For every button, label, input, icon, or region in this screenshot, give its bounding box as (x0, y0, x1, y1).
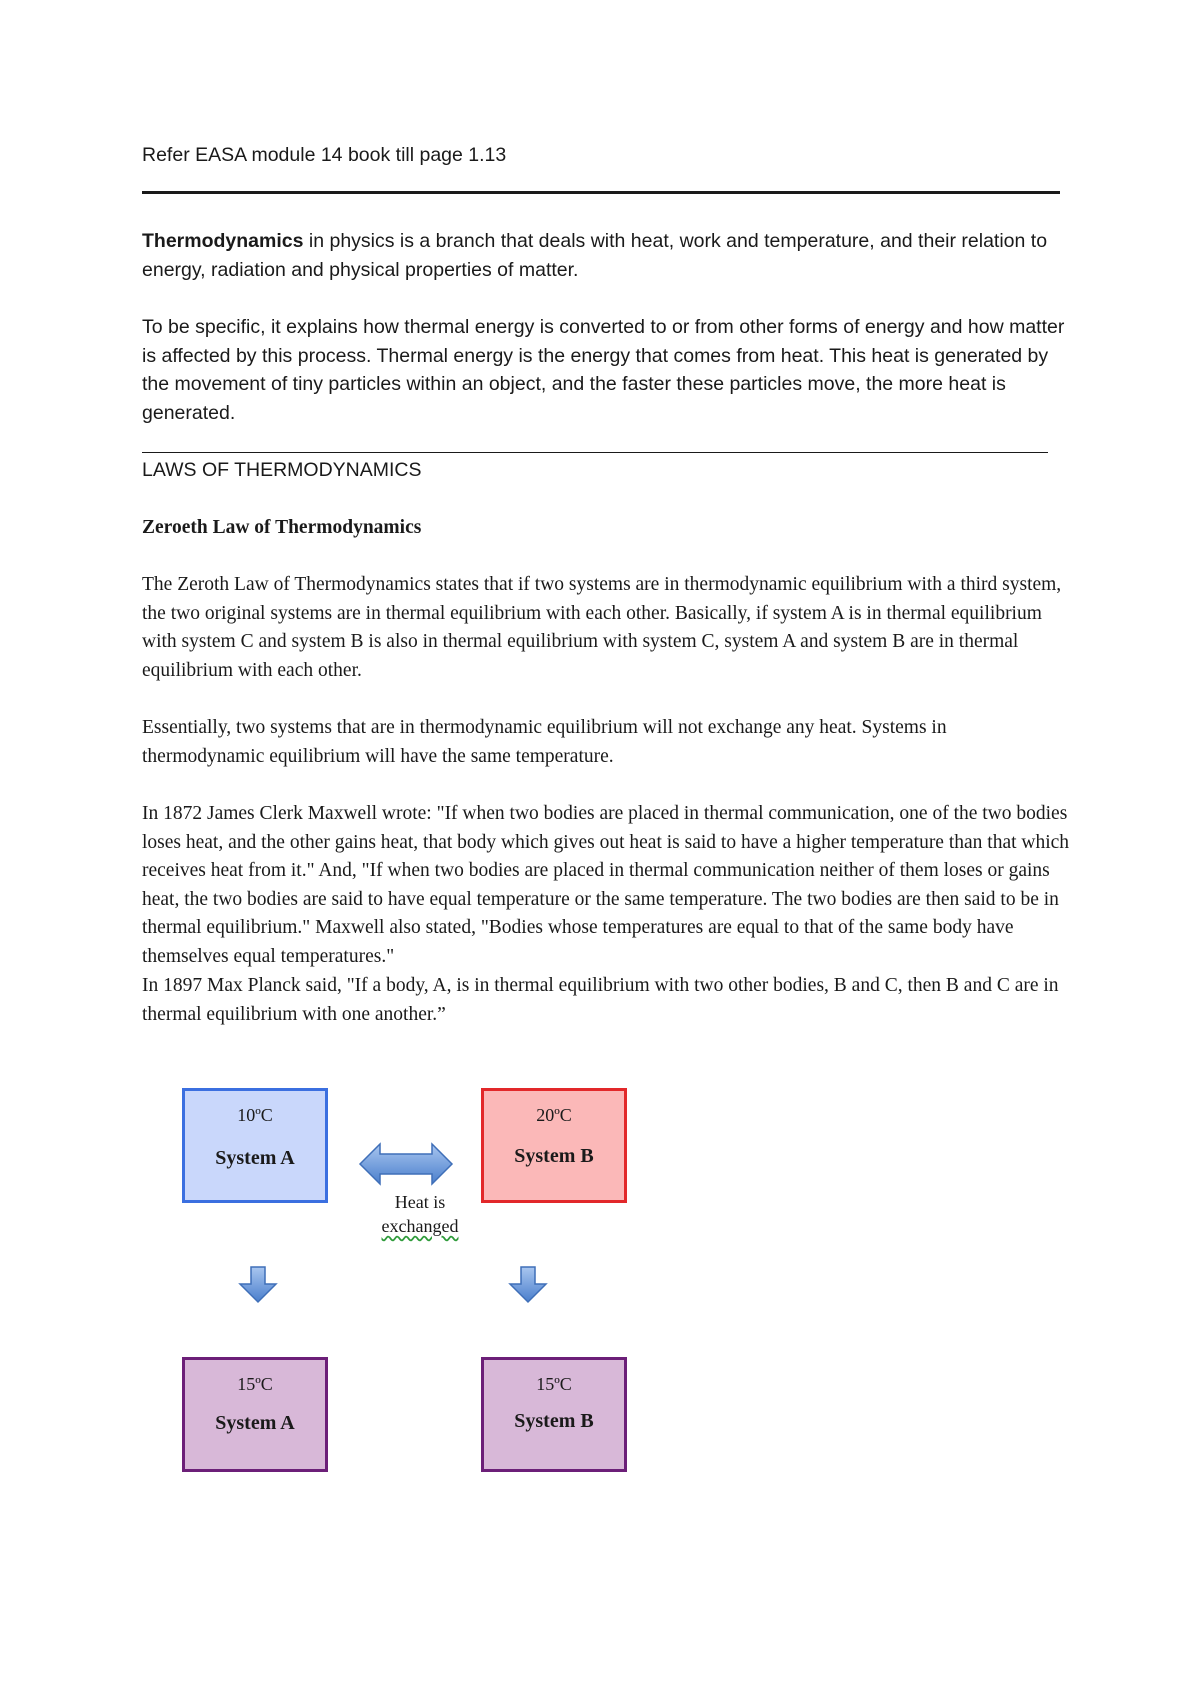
reference-note: Refer EASA module 14 book till page 1.13 (142, 144, 507, 166)
system-a-equilibrium-box (182, 1357, 328, 1472)
system-a-initial-label: System A (215, 1147, 295, 1169)
intro-paragraph (142, 227, 1072, 284)
intro-definition: in physics is a branch that deals with heat, work and temperature, and their relation to energy, radiation and physical properties of matter. (142, 230, 1048, 281)
system-b-initial-temp: 20ºC (536, 1105, 572, 1125)
heavy-divider (142, 191, 1060, 194)
thermal-energy-paragraph: To be specific, it explains how thermal energy is converted to or from other forms of energy and how matter is affected by this process. Thermal energy is the energy that comes from heat. This heat is generated by the movement of tiny particles within an object, and the faster these particles move, the more heat is generated. (142, 316, 1065, 424)
planck-quote-paragraph: In 1897 Max Planck said, "If a body, A, is in thermal equilibrium with two other bodies, B and C, then B and C are in thermal equilibrium with one another.” (142, 975, 1059, 1025)
system-a-initial-box (182, 1088, 328, 1203)
system-a-equilibrium-label: System A (215, 1412, 295, 1434)
system-b-initial-box (481, 1088, 627, 1203)
heat-exchange-line-2: exchanged (381, 1216, 459, 1236)
system-b-equilibrium-label: System B (514, 1410, 594, 1432)
system-b-equilibrium-temp: 15ºC (536, 1374, 572, 1394)
thermodynamics-term: Thermodynamics (142, 230, 304, 252)
system-a-equilibrium-temp: 15ºC (237, 1374, 273, 1394)
double-arrow-icon (358, 1142, 454, 1186)
zeroth-law-paragraph-2: Essentially, two systems that are in thermodynamic equilibrium will not exchange any heat. Systems in thermodynamic equilibrium will have the same temperature. (142, 717, 947, 767)
zeroth-law-paragraph-1: The Zeroth Law of Thermodynamics states that if two systems are in thermodynamic equilibrium with a third system, the two original systems are in thermal equilibrium with each other. Basically, if system A is in thermal equilibrium with system C and system B is also in thermal equilibrium with system C, system A and system B are in thermal equilibrium with each other. (142, 574, 1062, 681)
system-b-initial-label: System B (514, 1145, 594, 1167)
laws-heading: LAWS OF THERMODYNAMICS (142, 459, 422, 481)
zeroth-law-title: Zeroeth Law of Thermodynamics (142, 517, 422, 538)
system-b-equilibrium-box (481, 1357, 627, 1472)
down-arrow-icon-a (238, 1266, 278, 1304)
down-arrow-icon-b (508, 1266, 548, 1304)
thin-divider (142, 452, 1048, 453)
heat-exchange-label (370, 1190, 470, 1238)
maxwell-quote-paragraph: In 1872 James Clerk Maxwell wrote: "If when two bodies are placed in thermal communication, one of the two bodies loses heat, and the other gains heat, that body which gives out heat is said to have a higher temperature than that which receives heat from it." And, "If when two bodies are placed in thermal communication neither of them loses or gains heat, the two bodies are said to have equal temperature or the same temperature. The two bodies are then said to be in thermal equilibrium." Maxwell also stated, "Bodies whose temperatures are equal to that of the same body have themselves equal temperatures." (142, 803, 1070, 967)
system-a-initial-temp: 10ºC (237, 1105, 273, 1125)
heat-exchange-line-1: Heat is (394, 1192, 446, 1212)
